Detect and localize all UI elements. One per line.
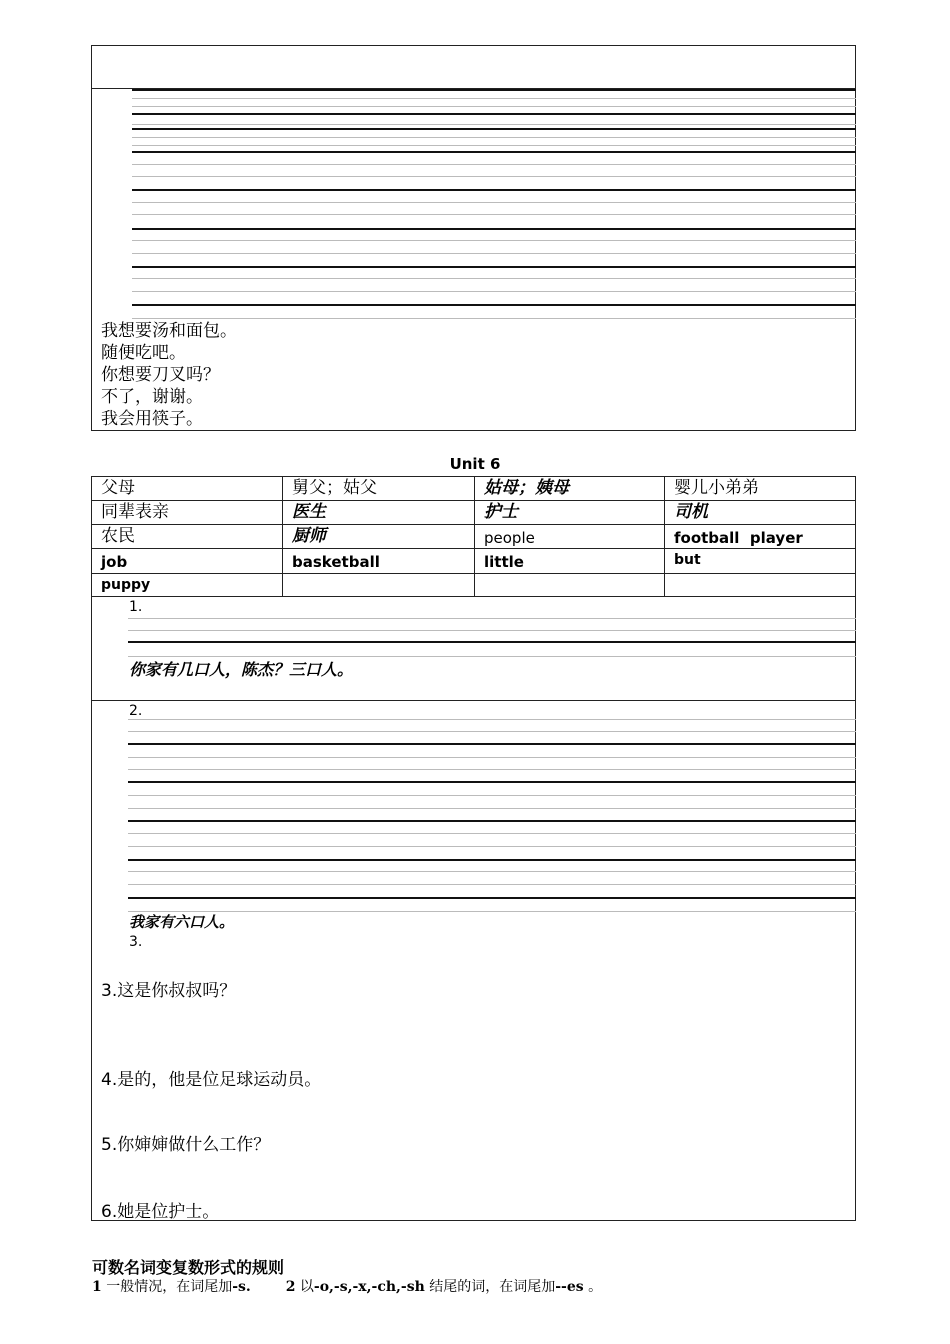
- sentence-2: 随便吃吧。: [101, 343, 186, 363]
- vocab-cell: job: [92, 549, 283, 574]
- top-sentences: [101, 320, 237, 430]
- exercise-1-writing-lines: [128, 618, 856, 658]
- rules-line: [92, 1276, 602, 1296]
- vocab-table: [91, 476, 856, 597]
- vocab-cell: little: [475, 549, 665, 574]
- sentence-3: 你想要刀叉吗？: [101, 365, 220, 385]
- exercise-2-writing-lines: [128, 719, 856, 914]
- rule-1-text: 一般情况，在词尾加: [106, 1279, 233, 1295]
- exercise-1-sentence: 你家有几口人，陈杰？三口人。: [129, 660, 354, 679]
- vocab-cell: basketball: [283, 549, 475, 574]
- vocab-cell: [665, 574, 856, 597]
- rule-2-text-1: 以: [299, 1279, 314, 1295]
- question-5: 5.你婶婶做什么工作？: [101, 1135, 271, 1155]
- vocab-cell: 护士: [475, 501, 665, 525]
- sentence-1: 我想要汤和面包。: [101, 321, 237, 341]
- vocab-cell: 医生: [283, 501, 475, 525]
- vocab-cell: 司机: [665, 501, 856, 525]
- sentence-4: 不了，谢谢。: [101, 387, 203, 407]
- rule-1-number: 1: [92, 1279, 102, 1295]
- rule-1-suffix: -s.: [232, 1279, 251, 1295]
- exercise-3-number: 3.: [129, 934, 143, 950]
- rule-2-end: 。: [588, 1279, 603, 1295]
- top-writing-lines: [132, 88, 856, 320]
- rule-2-suffix: --es: [555, 1279, 584, 1295]
- rule-2-text-2: 结尾的词，在词尾加: [429, 1279, 556, 1295]
- exercise-2-sentence: 我家有六口人。: [129, 913, 235, 931]
- vocab-cell: 农民: [92, 525, 283, 549]
- rules-title: 可数名词变复数形式的规则: [92, 1258, 285, 1277]
- vocab-cell: 姑母；姨母: [475, 477, 665, 501]
- unit-title: Unit 6: [449, 455, 501, 473]
- rule-2-number: 2: [285, 1279, 296, 1295]
- vocab-cell: 婴儿小弟弟: [665, 477, 856, 501]
- question-3: 3.这是你叔叔吗？: [101, 981, 237, 1001]
- exercise-1-number: 1.: [129, 599, 143, 615]
- sentence-5: 我会用筷子。: [101, 409, 203, 429]
- exercise-2-number: 2.: [129, 703, 143, 719]
- vocab-cell: but: [665, 549, 856, 574]
- vocab-cell: puppy: [92, 574, 283, 597]
- question-6: 6.她是位护士。: [101, 1202, 220, 1222]
- rule-2-endings: -o,-s,-x,-ch,-sh: [313, 1279, 425, 1295]
- vocab-cell: football player: [665, 525, 856, 549]
- vocab-cell: 同辈表亲: [92, 501, 283, 525]
- question-4: 4.是的，他是位足球运动员。: [101, 1070, 322, 1090]
- vocab-cell: 厨师: [283, 525, 475, 549]
- vocab-cell: [283, 574, 475, 597]
- vocab-cell: [475, 574, 665, 597]
- vocab-cell: 舅父；姑父: [283, 477, 475, 501]
- vocab-cell: people: [475, 525, 665, 549]
- vocab-cell: 父母: [92, 477, 283, 501]
